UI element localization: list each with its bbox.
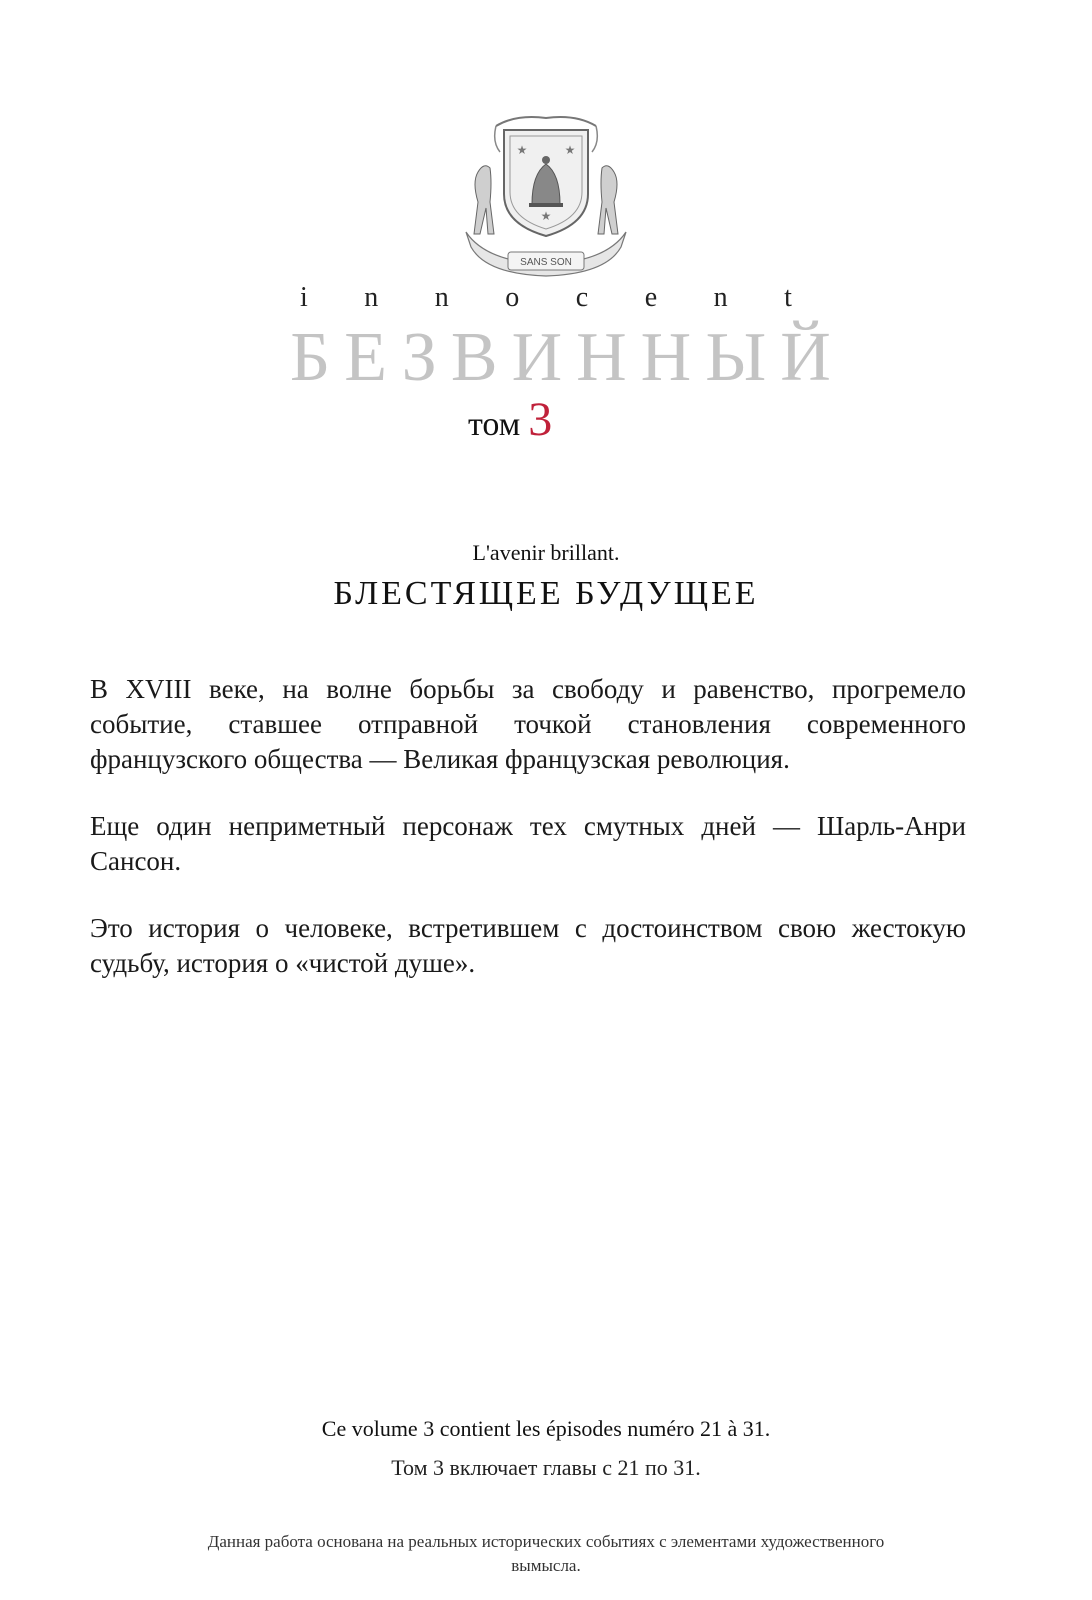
latin-title [300, 282, 792, 314]
disclaimer: Данная работа основана на реальных исторических событиях с элементами художественного вымысла. [207, 1532, 885, 1575]
volume-label [468, 392, 552, 447]
chapter-subtitle-ru: БЛЕСТЯЩЕЕ БУДУЩЕЕ [333, 575, 759, 612]
latin-letter: n [364, 282, 379, 313]
latin-letter: o [505, 282, 520, 313]
synopsis [90, 672, 966, 1013]
synopsis-paragraph: В XVIII веке, на волне борьбы за свободу и равенство, прогремело событие, ставшее отправной точкой становления современного французского общества — Великая французская революция. [90, 674, 966, 774]
synopsis-paragraph: Еще один неприметный персонаж тех смутных дней — Шарль-Анри Сансон. [90, 811, 966, 876]
synopsis-paragraph: Это история о человеке, встретившем с достоинством свою жестокую судьбу, история о «чистой душе». [90, 913, 966, 978]
crest-motto: SANS SON [520, 257, 572, 268]
russian-title: БЕЗВИННЫЙ [290, 319, 845, 396]
latin-letter: i [300, 282, 308, 313]
latin-letter: e [644, 282, 658, 313]
latin-letter: n [713, 282, 728, 313]
latin-letter: n [434, 282, 449, 313]
coat-of-arms-emblem [456, 112, 636, 280]
volume-word: том [468, 406, 521, 443]
svg-text:★: ★ [516, 143, 528, 157]
latin-letter: t [784, 282, 792, 313]
volume-number: 3 [528, 393, 553, 446]
volume-note-fr: Ce volume 3 contient les épisodes numéro 21 à 31. [321, 1416, 771, 1441]
svg-text:★: ★ [540, 209, 552, 223]
svg-text:★: ★ [564, 143, 576, 157]
volume-note-ru: Том 3 включает главы с 21 по 31. [391, 1455, 701, 1480]
chapter-subtitle-fr: L'avenir brillant. [472, 540, 620, 565]
latin-letter: c [575, 282, 589, 313]
